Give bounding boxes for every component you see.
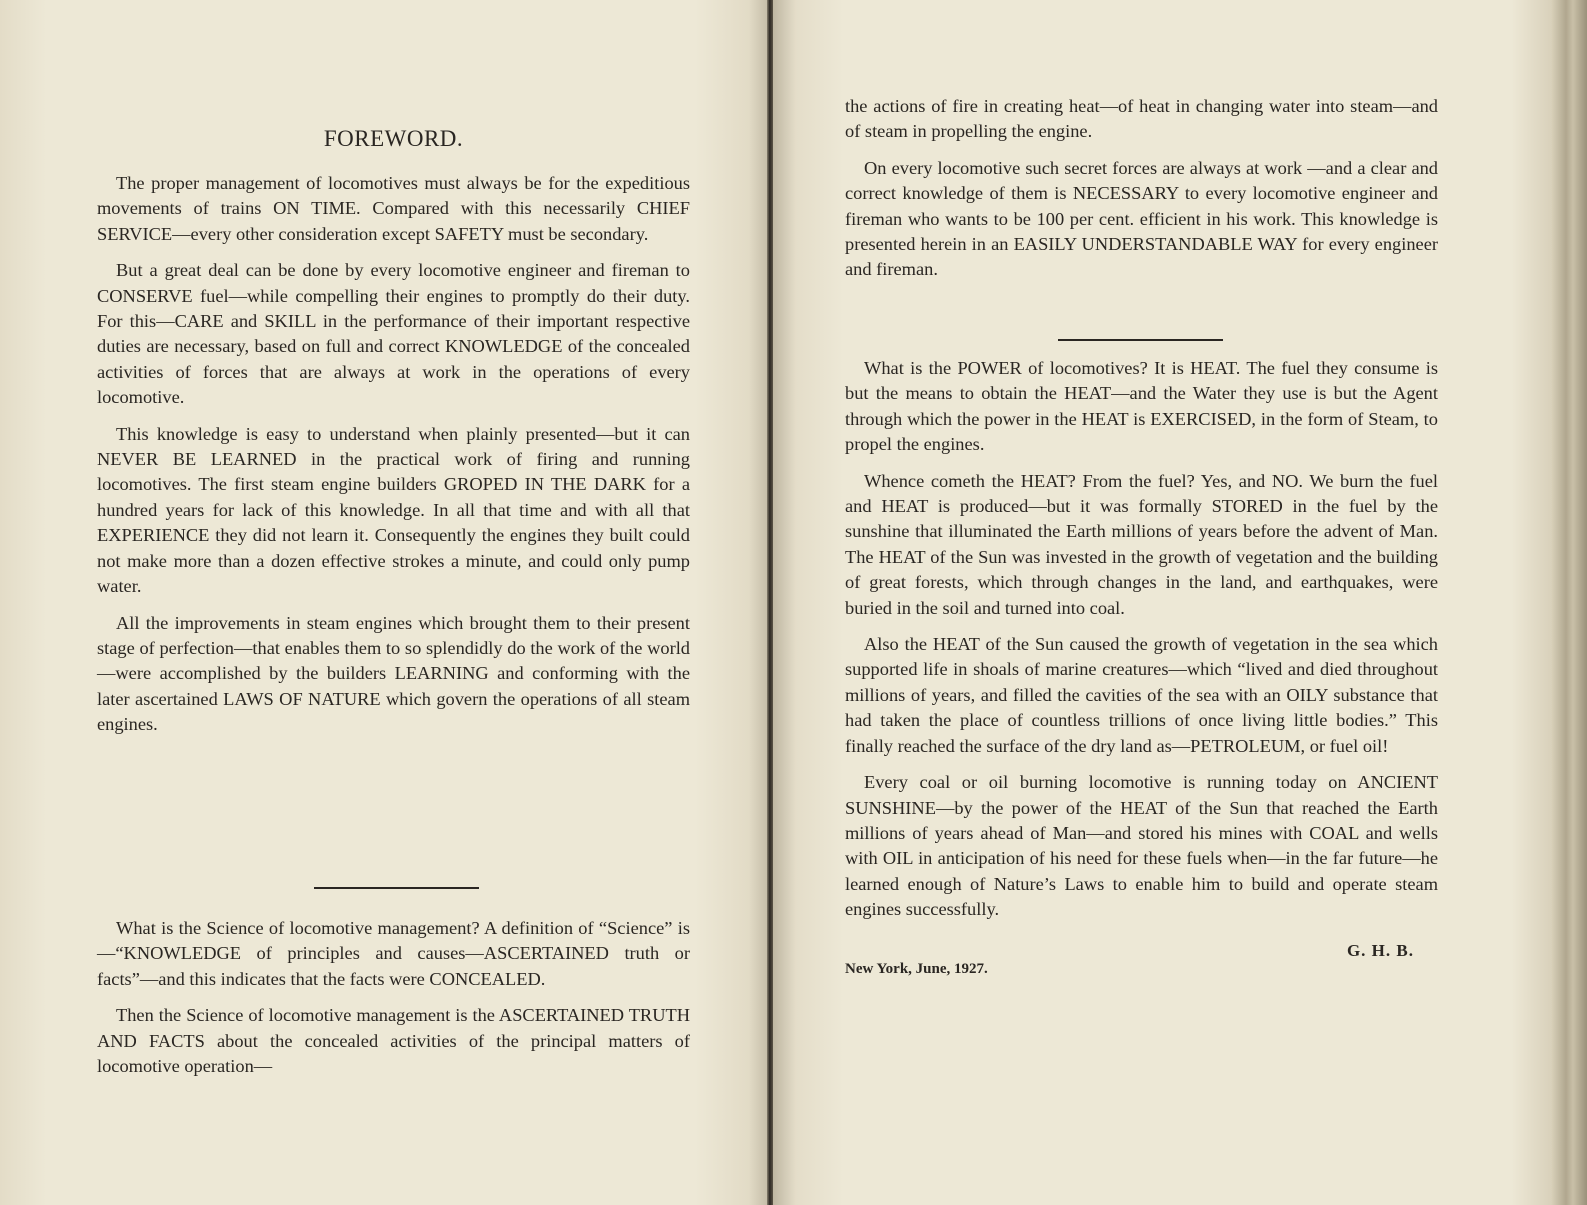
paragraph: Also the HEAT of the Sun caused the growth of vegetation in the sea which supported life in shoals of marine creatures—which “lived and died throughout millions of years, and filled the cavities of the sea with an OILY substance that had taken the place of countless trillions of once living little bodies.” This finally reached the surface of the dry land as—PETROLEUM, or fuel oil! — [845, 634, 1438, 756]
paragraph: the actions of fire in creating heat—of heat in changing water into steam—and of steam in propelling the engine. — [845, 96, 1438, 142]
paragraph: Whence cometh the HEAT? From the fuel? Yes, and NO. We burn the fuel and HEAT is produced—but it was formally STORED in the fuel by the sunshine that illuminated the Earth millions of years before the advent of Man. The HEAT of the Sun was invested in the growth of vegetation and the building of great forests, which through changes in the land, and earthquakes, were buried in the soil and turned into coal. — [845, 470, 1438, 618]
right-page-text — [845, 94, 1438, 294]
page-edge — [1552, 0, 1587, 1205]
paragraph: Then the Science of locomotive management is the ASCERTAINED TRUTH AND FACTS about the concealed activities of the principal matters of locomotive operation— — [97, 1005, 690, 1077]
page-title: FOREWORD. — [323, 126, 464, 151]
paragraph: What is the Science of locomotive management? A definition of “Science” is—“KNOWLEDGE of principles and causes—ASCERTAINED truth or facts”—and this indicates that the facts were CONCEALED. — [97, 918, 690, 989]
book-gutter — [767, 0, 773, 1205]
paragraph: All the improvements in steam engines which brought them to their present stage of perfection—that enables them to so splendidly do the work of the world—were accomplished by the builders LEARNING and conforming with the later ascertained LAWS OF NATURE which govern the operations of all steam engines. — [97, 612, 690, 735]
signature: G. H. B. — [1346, 940, 1414, 960]
left-page-text-lower — [97, 916, 690, 1090]
paragraph: The proper management of locomotives must always be for the expeditious movements of trains ON TIME. Compared with this necessarily CHIEF SERVICE—every other consideration except SAFETY must be secondary. — [97, 173, 690, 244]
left-page-text — [97, 126, 690, 749]
section-divider — [1058, 339, 1223, 341]
paragraph: But a great deal can be done by every locomotive engineer and fireman to CONSERVE fuel—while compelling their engines to promptly do their duty. For this—CARE and SKILL in the performance of their important respective duties are necessary, based on full and correct KNOWLEDGE of the concealed activities of forces that are always at work in the operations of every locomotive. — [97, 260, 690, 408]
paragraph: This knowledge is easy to understand when plainly presented—but it can NEVER BE LEARNED in the practical work of firing and running locomotives. The first steam engine builders GROPED IN THE DARK for a hundred years for lack of this knowledge. In all that time and with all that EXPERIENCE they did not learn it. Consequently the engines they built could not make more than a dozen effective strokes a minute, and could only pump water. — [97, 423, 690, 597]
paragraph: What is the POWER of locomotives? It is HEAT. The fuel they consume is but the means to obtain the HEAT—and the Water they use is but the Agent through which the power in the HEAT is EXERCISED, in the form of Steam, to propel the engines. — [845, 358, 1438, 455]
right-page-text-lower — [845, 356, 1438, 978]
section-divider — [314, 887, 479, 889]
paragraph: Every coal or oil burning locomotive is running today on ANCIENT SUNSHINE—by the power of the HEAT of the Sun that reached the Earth millions of years ahead of Man—and stored his mines with COAL and wells with OIL in anticipation of his need for these fuels when—in the far future—he learned enough of Nature’s Laws to enable him to build and operate steam engines successfully. — [845, 772, 1438, 920]
paragraph: On every locomotive such secret forces are always at work —and a clear and correct knowledge of them is NECESSARY to every locomotive engineer and fireman who wants to be 100 per cent. efficient in his work. This knowledge is presented herein in an EASILY UNDERSTANDABLE WAY for every engineer and fireman. — [845, 157, 1438, 280]
dateline: New York, June, 1927. — [845, 960, 988, 977]
